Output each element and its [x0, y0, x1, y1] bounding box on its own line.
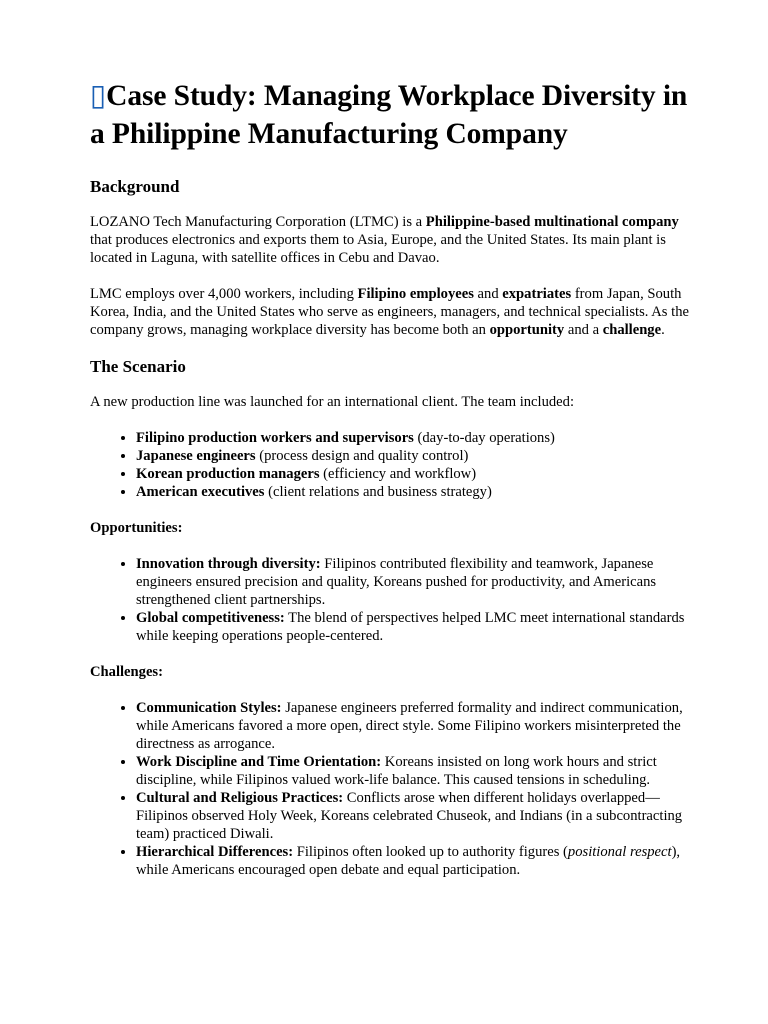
bold-text-run: Communication Styles:: [136, 700, 282, 716]
document-title: [90, 76, 690, 153]
text-run: that produces electronics and exports them to Asia, Europe, and the United States. Its main plant is located in Laguna, with satellite offices in Cebu and Davao.: [90, 232, 666, 266]
team-list: [90, 429, 690, 501]
text-run: from Japan, South Korea, India, and the United States who serve as engineers, managers, and technical specialists. As the company grows, managing workplace diversity has become both an: [90, 286, 689, 338]
text-run: Conflicts arose when different holidays overlapped—Filipinos observed Holy Week, Koreans celebrated Chuseok, and Indians (in a subcontracting team) practiced Diwali.: [136, 790, 683, 842]
bold-text-run: expatriates: [502, 286, 572, 302]
bold-text-run: Cultural and Religious Practices:: [136, 790, 344, 806]
scenario-heading: The Scenario: [90, 357, 186, 376]
list-item: [136, 753, 690, 789]
bold-text-run: Work Discipline and Time Orientation:: [136, 754, 382, 770]
challenges-list: [90, 699, 690, 879]
document-title-text: Case Study: Managing Workplace Diversity in a Philippine Manufacturing Company: [90, 80, 688, 150]
list-item: [136, 843, 690, 879]
list-item: [136, 789, 690, 843]
missing-glyph-icon: ▯: [90, 78, 107, 112]
text-run: Japanese engineers preferred formality and indirect communication, while Americans favored a more open, direct style. Some Filipino workers misinterpreted the directness as arrogance.: [136, 700, 683, 752]
text-run: ), while Americans encouraged open debate and equal participation.: [136, 844, 681, 878]
bold-text-run: Hierarchical Differences:: [136, 844, 294, 860]
list-item: [136, 483, 690, 501]
scenario-intro: A new production line was launched for an international client. The team included:: [90, 394, 575, 410]
bold-text-run: Filipino production workers and supervisors: [136, 430, 414, 446]
text-run: LMC employs over 4,000 workers, including: [90, 286, 358, 302]
text-run: (efficiency and workflow): [319, 466, 477, 482]
bold-text-run: opportunity: [489, 322, 565, 338]
list-item: [136, 465, 690, 483]
text-run: (client relations and business strategy): [264, 484, 492, 500]
text-run: Filipinos contributed flexibility and teamwork, Japanese engineers ensured precision and quality, Koreans pushed for productivity, and Americans strengthened client partnerships.: [136, 556, 657, 608]
bold-text-run: Philippine-based multinational company: [425, 214, 679, 230]
list-item: [136, 447, 690, 465]
text-run: The blend of perspectives helped LMC meet international standards while keeping operations people-centered.: [136, 610, 685, 644]
bold-text-run: Filipino employees: [357, 286, 474, 302]
bold-text-run: Innovation through diversity:: [136, 556, 321, 572]
text-run: (day-to-day operations): [413, 430, 555, 446]
bold-text-run: Japanese engineers: [136, 448, 256, 464]
text-run: Koreans insisted on long work hours and strict discipline, while Filipinos valued work-life balance. This caused tensions in scheduling.: [136, 754, 657, 788]
text-run: (process design and quality control): [255, 448, 469, 464]
opportunities-label: Opportunities:: [90, 520, 183, 536]
opportunities-list: [90, 555, 690, 645]
text-run: and a: [564, 322, 603, 338]
bold-text-run: Korean production managers: [136, 466, 320, 482]
bold-text-run: challenge: [602, 322, 662, 338]
list-item: [136, 555, 690, 609]
background-paragraph-1: [90, 213, 690, 267]
text-run: .: [661, 322, 665, 338]
bold-text-run: American executives: [136, 484, 265, 500]
list-item: [136, 429, 690, 447]
bold-text-run: Global competitiveness:: [136, 610, 285, 626]
background-paragraph-2: [90, 285, 690, 339]
document-page: [90, 76, 690, 897]
list-item: [136, 699, 690, 753]
text-run: LOZANO Tech Manufacturing Corporation (LTMC) is a: [90, 214, 426, 230]
text-run: Filipinos often looked up to authority figures (: [293, 844, 568, 860]
background-heading: Background: [90, 177, 180, 196]
challenges-label: Challenges:: [90, 664, 163, 680]
italic-text-run: positional respect: [567, 844, 672, 860]
text-run: and: [473, 286, 503, 302]
list-item: [136, 609, 690, 645]
